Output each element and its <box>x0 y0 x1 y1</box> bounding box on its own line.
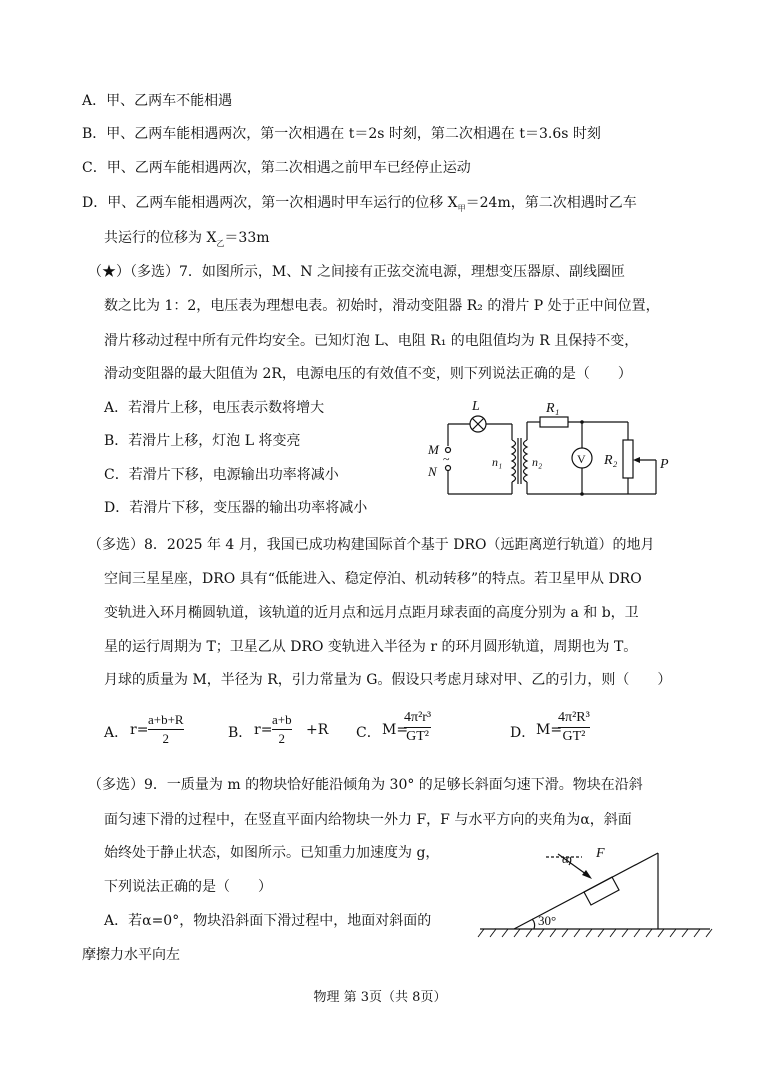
q7-star: （★） <box>88 264 130 280</box>
fraction-numerator: a+b+R <box>148 712 184 727</box>
q8-option-d-fraction <box>558 710 590 745</box>
fraction-bar <box>558 727 590 728</box>
q6-option-d2-text: 共运行的位移为 X <box>104 230 217 246</box>
q7-line4: 滑动变阻器的最大阻值为 2R，电源电压的有效值不变，则下列说法正确的是（ ） <box>104 366 632 382</box>
q6-option-d-text: D．甲、乙两车能相遇两次，第一次相遇时甲车运行的位移 X <box>82 195 458 211</box>
q7-option-a: A．若滑片上移，电压表示数将增大 <box>104 400 325 416</box>
q8-option-d-label: D． <box>510 725 536 741</box>
q9-option-a-cont: 摩擦力水平向左 <box>82 947 180 963</box>
q6-option-b: B．甲、乙两车能相遇两次，第一次相遇在 t＝2s 时刻，第二次相遇在 t＝3.6s 时刻 <box>82 126 601 142</box>
q7-option-d: D．若滑片下移，变压器的输出功率将减小 <box>104 500 368 516</box>
q8-option-d-lhs: M= <box>536 722 563 738</box>
r1-label: R₁ <box>546 401 560 416</box>
q6-option-d-cont <box>104 228 270 254</box>
q7-line2: 数之比为 1：2，电压表为理想电表。初始时，滑动变阻器 R₂ 的滑片 P 处于正中间位置， <box>104 298 660 314</box>
q9-option-a: A．若α=0°，物块沿斜面下滑过程中，地面对斜面的 <box>104 913 432 929</box>
q8-option-a-lhs: r= <box>130 722 149 738</box>
q8-line5: 月球的质量为 M，半径为 R，引力常量为 G。假设只考虑月球对甲、乙的引力，则（ ） <box>104 672 672 688</box>
q7-line1 <box>88 262 625 282</box>
q9-line3: 始终处于静止状态，如图所示。已知重力加速度为 g， <box>104 845 440 861</box>
q7-option-b: B．若滑片上移，灯泡 L 将变亮 <box>104 433 301 449</box>
m-terminal-label: M <box>428 442 439 457</box>
q8-option-b-lhs: r= <box>254 722 273 738</box>
force-f-label: F <box>596 846 605 861</box>
q7-stem-1: （多选）7．如图所示，M、N 之间接有正弦交流电源，理想变压器原、副线圈匝 <box>130 264 625 280</box>
fraction-bar <box>272 729 292 730</box>
q9-line1: （多选）9．一质量为 m 的物块恰好能沿倾角为 30° 的足够长斜面匀速下滑。物块在沿斜 <box>88 777 643 793</box>
q8-option-b-fraction <box>272 712 292 747</box>
q7-circuit-diagram <box>420 390 680 510</box>
n2-label: n₂ <box>532 455 543 469</box>
incline-angle-label: 30° <box>538 913 557 928</box>
q8-line4: 星的运行周期为 T；卫星乙从 DRO 变轨进入半径为 r 的环月圆形轨道，周期也为 T。 <box>104 639 638 655</box>
q6-option-d2-sub: 乙 <box>216 238 225 248</box>
q6-option-a: A．甲、乙两车不能相遇 <box>82 93 233 109</box>
q7-line3: 滑片移动过程中所有元件均安全。已知灯泡 L、电阻 R₁ 的电阻值均为 R 且保持不变， <box>104 333 639 349</box>
voltmeter-label: V <box>577 452 586 466</box>
fraction-bar <box>404 727 431 728</box>
q6-option-c: C．甲、乙两车能相遇两次，第二次相遇之前甲车已经停止运动 <box>82 160 471 176</box>
fraction-numerator: a+b <box>272 712 292 727</box>
ac-source-tilde: ~ <box>443 452 450 466</box>
n-terminal-label: N <box>428 464 437 479</box>
fraction-denominator: 2 <box>278 731 286 746</box>
q6-option-d2-tail: ＝33m <box>224 230 270 246</box>
n1-label: n₁ <box>492 455 503 469</box>
page-footer: 物理 第 3页（共 8页） <box>313 990 447 1005</box>
q9-line2: 面匀速下滑的过程中，在竖直平面内给物块一外力 F，F 与水平方向的夹角为α，斜面 <box>104 812 632 828</box>
alpha-label: α <box>562 851 569 866</box>
q9-incline-diagram <box>474 835 716 945</box>
q8-line1: （多选）8．2025 年 4 月，我国已成功构建国际首个基于 DRO（远距离逆行轨道）的地月 <box>88 537 655 553</box>
q6-option-d-tail: ＝24m，第二次相遇时乙车 <box>465 195 637 211</box>
q8-line2: 空间三星星座，DRO 具有“低能进入、稳定停泊、机动转移”的特点。若卫星甲从 DRO <box>104 571 642 587</box>
fraction-numerator: 4π²r³ <box>404 710 432 725</box>
q8-option-b-label: B． <box>228 725 253 741</box>
slider-p-label: P <box>660 457 669 472</box>
fraction-denominator: GT² <box>562 729 586 744</box>
q7-option-c: C．若滑片下移，电源输出功率将减小 <box>104 467 339 483</box>
q6-option-d <box>82 193 637 219</box>
q8-option-c-label: C． <box>356 725 381 741</box>
lamp-label: L <box>472 399 480 414</box>
q8-option-c-fraction <box>404 710 431 745</box>
q8-option-a-label: A． <box>104 725 129 741</box>
fraction-bar <box>148 729 184 730</box>
q9-line4: 下列说法正确的是（ ） <box>104 879 272 895</box>
fraction-numerator: 4π²R³ <box>558 710 590 725</box>
fraction-denominator: 2 <box>162 731 170 746</box>
q8-line3: 变轨进入环月椭圆轨道，该轨道的近月点和远月点距月球表面的高度分别为 a 和 b，卫 <box>104 605 639 621</box>
fraction-denominator: GT² <box>406 729 429 744</box>
q8-option-b-tail: +R <box>306 722 329 738</box>
r2-label: R₂ <box>604 453 618 468</box>
q8-option-a-fraction <box>148 712 184 747</box>
q6-option-d-sub: 甲 <box>457 203 466 213</box>
q8-option-c-lhs: M= <box>382 722 409 738</box>
